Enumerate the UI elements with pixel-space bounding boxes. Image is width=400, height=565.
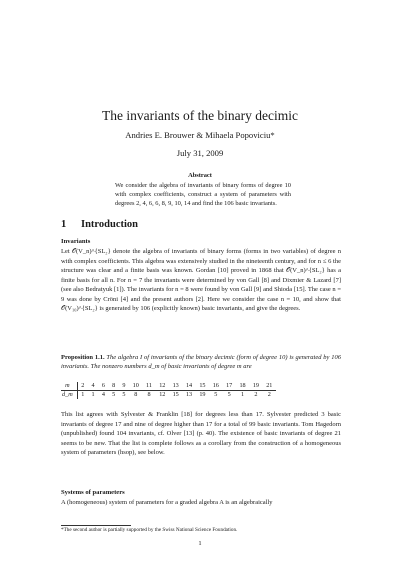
section-title: Introduction (81, 219, 138, 230)
degree-d-cell: 1 (240, 391, 245, 398)
proposition-text: The algebra I of invariants of the binary decimic (form of degree 10) is generated by 106 invariants. The nonzero numbers d_m of basic invariants of degree m are (61, 354, 341, 371)
degree-d-cell: 8 (147, 391, 151, 398)
degree-m-cell: 16 (209, 382, 222, 391)
degree-m-cell: 15 (196, 382, 209, 391)
degree-d-cell: 5 (112, 391, 116, 398)
systems-heading: Systems of parameters (61, 489, 125, 496)
degree-row-m (61, 382, 276, 391)
section-number: 1 (61, 219, 67, 230)
degree-d-cell: 2 (254, 391, 258, 398)
degree-d-cell: 19 (199, 391, 206, 398)
invariants-paragraph: Let 𝒪(V_n)^{SL₂} denote the algebra of invariants of binary forms (forms in two variables) of degree n with complex coefficients. This algebra was extensively studied in the nineteenth century, and for n ≤ 6 the structure was clear and a finite basis was known. Gordan [10] proved in 1868 that 𝒪(V_n)^{SL₂} has a finite basis for all n. For n = 7 the invariants were determined by von Gall [8] and Dixmier & Lazard [7] (see also Bedratyuk [1]). The invariants for n = 8 were found by von Gall [9] and Shioda [15]. The case n = 9 was done by Cröni [4] and the present authors [2]. Here we consider the case n = 10, and show that 𝒪(V₁₀)^{SL₂} is generated by 106 (explicitly known) basic invariants, and give the degrees. (61, 248, 341, 312)
proposition (61, 353, 341, 371)
degree-d-cell: 2 (267, 391, 271, 398)
paper-date: July 31, 2009 (176, 148, 224, 158)
degree-row-d (61, 391, 276, 400)
section-heading (61, 218, 138, 231)
invariants-heading: Invariants (61, 238, 91, 245)
degree-m-cell: 14 (182, 382, 195, 391)
degree-d-cell: 1 (91, 391, 95, 398)
degree-d-cell: 12 (159, 391, 166, 398)
degree-m-cell: 9 (119, 382, 129, 391)
abstract-text: We consider the algebra of invariants of binary forms of degree 10 with complex coefficients, construct a system of parameters with degrees 2, 4, 6, 6, 8, 9, 10, 14 and find the 106 basic invariants. (115, 182, 291, 207)
page-number: 1 (198, 540, 202, 547)
degree-m-cell: 18 (236, 382, 249, 391)
after-table-paragraph: This list agrees with Sylvester & Franklin [18] for degrees less than 17. Sylvester predicted 3 basic invariants of degree 17 and nine of degree higher than 17 for a total of 99 basic invariants. Tom Hagedorn (unpublished) found 104 invariants, cf. Olver [13] (p. 40). The existence of basic invariants of degree 21 seems to be new. That the list is complete follows as a corollary from the construction of a homogeneous system of parameters (hsop), see below. (61, 411, 341, 456)
footnote-rule (61, 525, 131, 526)
row-d-label: d_m (61, 391, 77, 400)
degree-d-cell: 13 (185, 391, 193, 398)
degree-d-cell: 5 (227, 391, 231, 398)
paper-title: The invariants of the binary decimic (101, 108, 299, 123)
degree-m-cell: 12 (156, 382, 169, 391)
degree-m-cell: 2 (77, 382, 88, 391)
degree-m-cell: 4 (88, 382, 98, 391)
degree-d-cell: 4 (101, 391, 105, 398)
degree-m-cell: 10 (129, 382, 142, 391)
degree-m-cell: 21 (263, 382, 276, 391)
degree-m-cell: 19 (249, 382, 262, 391)
footnote: *The second author is partially supported by the Swiss National Science Foundation. (61, 527, 238, 533)
proposition-label: Proposition 1.1. (61, 354, 105, 361)
systems-paragraph: A (homogeneous) system of parameters for a graded algebra A is an algebraically (61, 499, 273, 506)
degree-d-cell: 8 (134, 391, 138, 398)
degree-d-cell: 1 (81, 391, 85, 398)
paper-authors: Andries E. Brouwer & Mihaela Popoviciu* (125, 130, 275, 140)
abstract-heading: Abstract (188, 172, 212, 179)
row-m-label: m (61, 382, 77, 391)
degree-m-cell: 17 (222, 382, 235, 391)
degree-m-cell: 8 (109, 382, 119, 391)
degree-table (61, 382, 276, 399)
degree-d-cell: 5 (122, 391, 126, 398)
degree-m-cell: 11 (142, 382, 155, 391)
degree-d-cell: 5 (214, 391, 218, 398)
degree-m-cell: 6 (98, 382, 108, 391)
degree-d-cell: 15 (172, 391, 179, 398)
degree-m-cell: 13 (169, 382, 182, 391)
